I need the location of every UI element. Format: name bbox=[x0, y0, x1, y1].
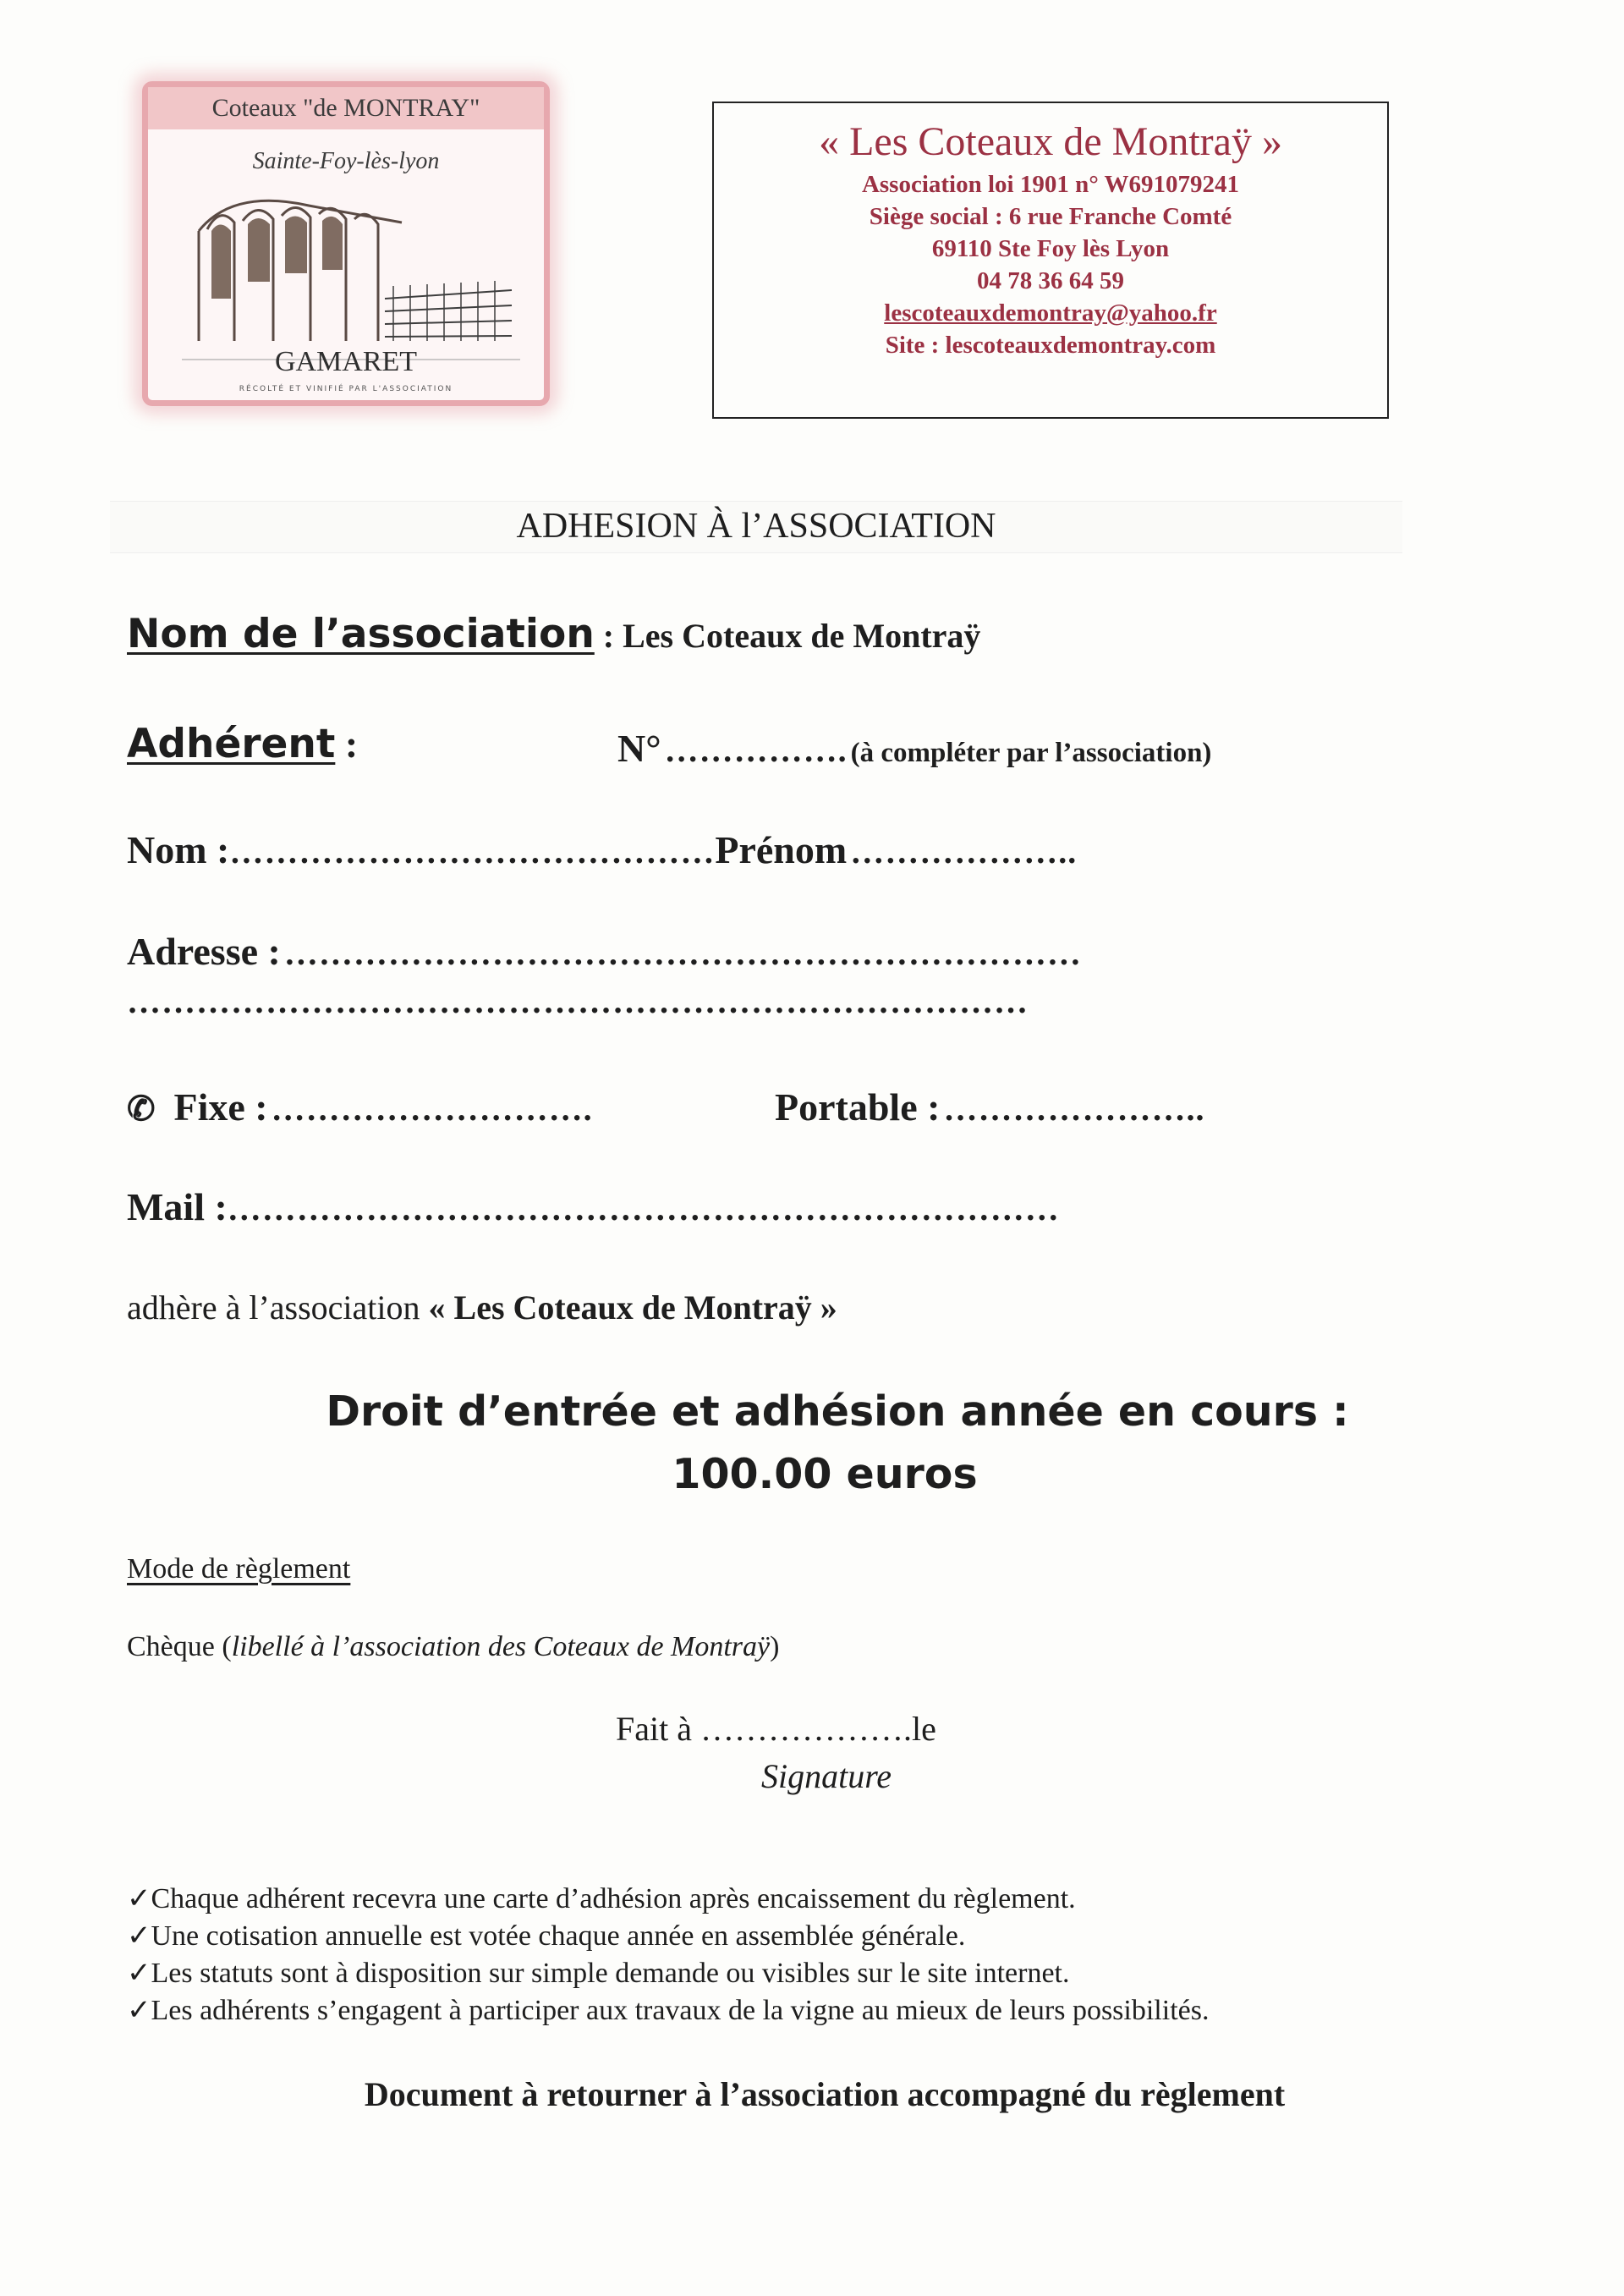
fee-amount: 100.00 euros bbox=[672, 1450, 978, 1498]
wine-label-logo bbox=[142, 81, 550, 406]
rule-text: Chaque adhérent recevra une carte d’adhésion après encaissement du règlement. bbox=[151, 1883, 1076, 1914]
phone-row bbox=[127, 1085, 593, 1129]
aqueduct-vineyard-illustration bbox=[182, 172, 520, 366]
adhere-association-name: « Les Coteaux de Montraÿ » bbox=[428, 1288, 837, 1327]
fixe-field[interactable]: ………………………. bbox=[271, 1090, 593, 1128]
mail-row bbox=[127, 1184, 1060, 1229]
name-row bbox=[127, 827, 1077, 872]
fait-a-field[interactable]: Fait à ……………….le bbox=[616, 1710, 936, 1748]
logo-footer: RÉCOLTÉ ET VINIFIÉ PAR L'ASSOCIATION bbox=[239, 385, 453, 393]
mail-field[interactable]: ……………………………………………………………… bbox=[227, 1189, 1060, 1228]
signature-label: Signature bbox=[761, 1757, 892, 1795]
rule-item bbox=[127, 1919, 965, 1953]
association-name-label: Nom de l’association bbox=[127, 611, 595, 657]
association-seat: Siège social : 6 rue Franche Comté bbox=[869, 203, 1232, 230]
member-number-row bbox=[617, 726, 1211, 771]
prenom-field[interactable]: ……………….. bbox=[850, 832, 1078, 871]
cheque-payee: libellé à l’association des Coteaux de Montraÿ bbox=[231, 1631, 771, 1662]
logo-cepage: GAMARET bbox=[274, 346, 418, 377]
adhere-prefix: adhère à l’association bbox=[127, 1288, 429, 1327]
association-name-row bbox=[127, 611, 980, 657]
fixe-label: Fixe : bbox=[173, 1085, 268, 1129]
portable-row bbox=[775, 1085, 1204, 1129]
adherent-row bbox=[127, 721, 358, 767]
check-icon: ✓ bbox=[127, 1995, 151, 2026]
rule-text: Les adhérents s’engagent à participer aux travaux de la vigne au mieux de leurs possibilités. bbox=[151, 1995, 1210, 2026]
association-city: 69110 Ste Foy lès Lyon bbox=[931, 235, 1170, 262]
association-phone: 04 78 36 64 59 bbox=[977, 267, 1124, 294]
adherent-label: Adhérent bbox=[127, 721, 336, 767]
rule-item bbox=[127, 1881, 1076, 1915]
association-title: « Les Coteaux de Montraÿ » bbox=[819, 119, 1282, 164]
association-email-link[interactable]: lescoteauxdemontray@yahoo.fr bbox=[884, 299, 1217, 327]
association-name-value: Les Coteaux de Montraÿ bbox=[623, 617, 981, 655]
check-icon: ✓ bbox=[127, 1958, 151, 1989]
rule-item bbox=[127, 1993, 1209, 2027]
rule-text: Une cotisation annuelle est votée chaque année en assemblée générale. bbox=[151, 1920, 966, 1952]
association-address-box bbox=[712, 102, 1389, 419]
portable-label: Portable : bbox=[775, 1085, 941, 1129]
cheque-suffix: ) bbox=[770, 1631, 780, 1662]
adresse-label: Adresse : bbox=[127, 930, 281, 973]
mail-label: Mail : bbox=[127, 1185, 228, 1228]
adresse-field-line2[interactable]: …………………………………………………………………… bbox=[127, 982, 1029, 1020]
rule-item bbox=[127, 1956, 1069, 1990]
adherent-sep: : bbox=[335, 722, 359, 766]
member-number-field[interactable]: ……………. bbox=[664, 731, 848, 769]
cheque-prefix: Chèque ( bbox=[127, 1631, 232, 1662]
member-number-label: N° bbox=[617, 727, 661, 770]
logo-place: Sainte-Foy-lès-lyon bbox=[252, 148, 440, 174]
adresse-field-line1[interactable]: …………………………………………………………… bbox=[283, 934, 1082, 972]
payment-mode-label: Mode de règlement bbox=[127, 1553, 351, 1585]
rule-text: Les statuts sont à disposition sur simple demande ou visibles sur le site internet. bbox=[151, 1958, 1070, 1989]
member-number-note: (à compléter par l’association) bbox=[850, 738, 1212, 768]
phone-icon: ✆ bbox=[127, 1090, 156, 1128]
association-name-sep: : bbox=[594, 617, 623, 655]
address-row-2 bbox=[127, 981, 1029, 1021]
association-website: Site : lescoteauxdemontray.com bbox=[885, 332, 1216, 359]
nom-field[interactable]: …………………………………… bbox=[229, 832, 716, 871]
nom-label: Nom : bbox=[127, 828, 230, 871]
return-instructions: Document à retourner à l’association accompagné du règlement bbox=[364, 2075, 1286, 2113]
fee-title: Droit d’entrée et adhésion année en cours : bbox=[326, 1387, 1349, 1436]
prenom-label: Prénom bbox=[715, 828, 848, 871]
cheque-line bbox=[127, 1631, 779, 1663]
association-registration: Association loi 1901 n° W691079241 bbox=[861, 171, 1240, 198]
portable-field[interactable]: ………………….. bbox=[943, 1090, 1205, 1128]
check-icon: ✓ bbox=[127, 1883, 151, 1914]
logo-band: Coteaux "de MONTRAY" bbox=[148, 87, 544, 129]
check-icon: ✓ bbox=[127, 1920, 151, 1952]
form-heading: ADHESION À l’ASSOCIATION bbox=[516, 507, 996, 546]
address-row bbox=[127, 929, 1082, 974]
adhere-statement bbox=[127, 1288, 837, 1327]
